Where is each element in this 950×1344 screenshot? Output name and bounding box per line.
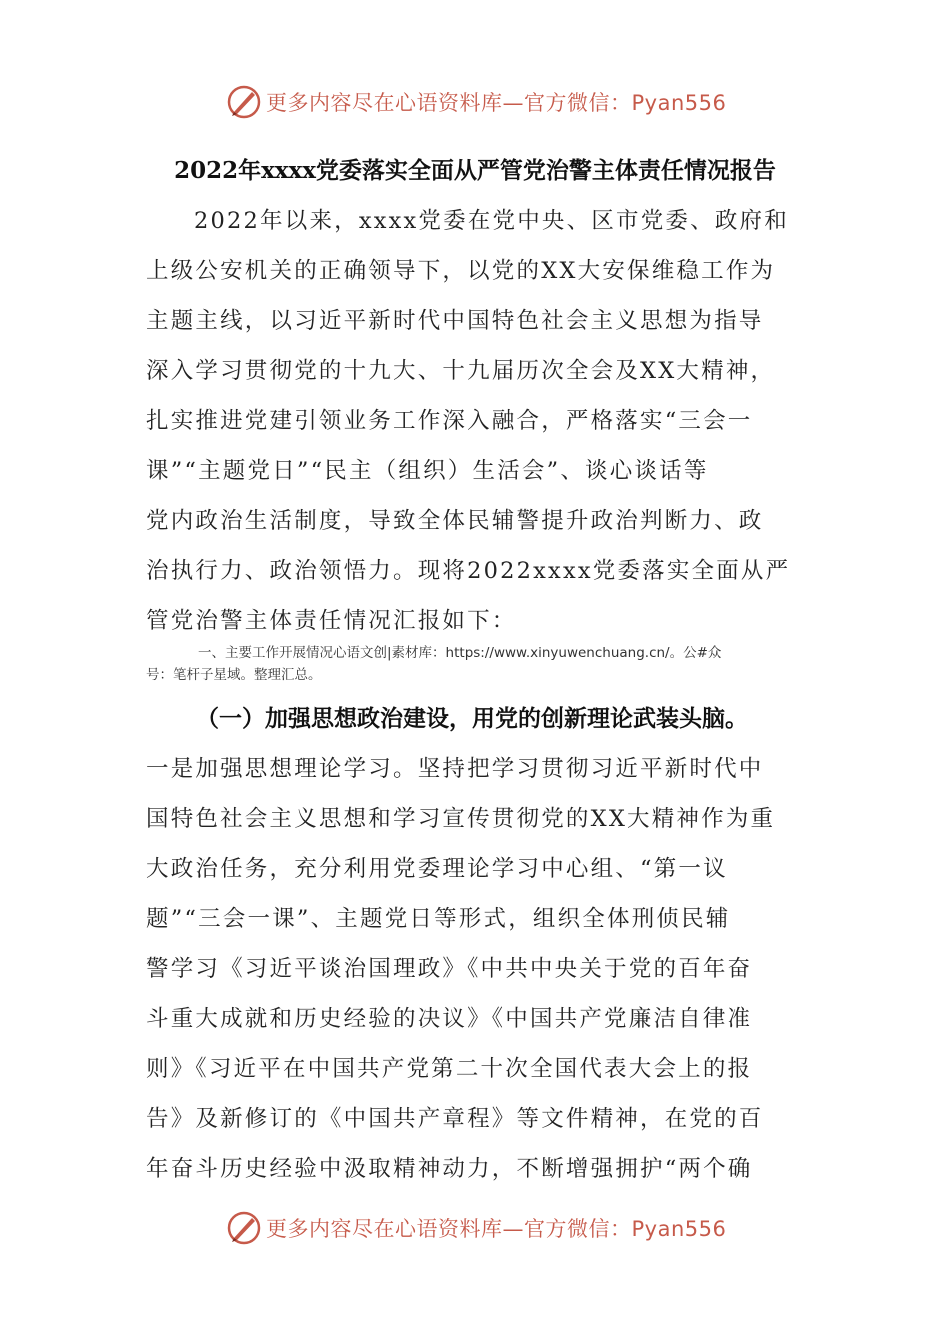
- banner-text: 更多内容尽在心语资料库—官方微信：Pyan556: [266, 1217, 727, 1241]
- text-line: 斗重大成就和历史经验的决议》《中国共产党廉洁自律准: [146, 1006, 753, 1032]
- pen-logo-icon: [226, 1210, 262, 1246]
- section-note: [146, 642, 826, 686]
- banner-text: 更多内容尽在心语资料库—官方微信：Pyan556: [266, 91, 727, 115]
- text-line: 大政治任务，充分利用党委理论学习中心组、“第一议: [146, 856, 728, 882]
- text-line: 治执行力、政治领悟力。现将2022xxxx党委落实全面从严: [146, 558, 791, 584]
- text-line: 2022年以来，xxxx党委在党中央、区市党委、政府和: [194, 208, 789, 234]
- footer-banner: [226, 1206, 726, 1250]
- text-line: 管党治警主体责任情况汇报如下：: [146, 608, 517, 634]
- text-line: 国特色社会主义思想和学习宣传贯彻党的XX大精神作为重: [146, 806, 776, 832]
- note-line: 号：笔杆子星域。整理汇总。: [146, 667, 322, 683]
- text-line: 则》《习近平在中国共产党第二十次全国代表大会上的报: [146, 1056, 753, 1082]
- header-banner: [226, 80, 726, 124]
- text-line: 扎实推进党建引领业务工作深入融合，严格落实“三会一: [146, 408, 753, 434]
- intro-paragraph: [146, 196, 811, 646]
- text-line: 年奋斗历史经验中汲取精神动力，不断增强拥护“两个确: [146, 1156, 753, 1182]
- pen-logo-icon: [226, 84, 262, 120]
- text-line: 警学习《习近平谈治国理政》《中共中央关于党的百年奋: [146, 956, 753, 982]
- text-line: 主题主线，以习近平新时代中国特色社会主义思想为指导: [146, 308, 764, 334]
- text-line: 告》及新修订的《中国共产章程》等文件精神，在党的百: [146, 1106, 764, 1132]
- document-title: 2022年xxxx党委落实全面从严管党治警主体责任情况报告: [174, 157, 776, 184]
- body-paragraph: [146, 744, 811, 1194]
- text-line: 上级公安机关的正确领导下，以党的XX大安保维稳工作为: [146, 258, 776, 284]
- note-line: 一、主要工作开展情况心语文创|素材库：https://www.xinyuwenchuang.cn/。公#众: [198, 645, 722, 661]
- text-line: 题”“三会一课”、主题党日等形式，组织全体刑侦民辅: [146, 906, 731, 932]
- text-line: 一是加强思想理论学习。坚持把学习贯彻习近平新时代中: [146, 756, 764, 782]
- text-line: 深入学习贯彻党的十九大、十九届历次全会及XX大精神，: [146, 358, 776, 384]
- text-line: 课”“主题党日”“民主（组织）生活会”、谈心谈话等: [146, 458, 709, 484]
- text-line: 党内政治生活制度，导致全体民辅警提升政治判断力、政: [146, 508, 764, 534]
- section-heading: （一）加强思想政治建设，用党的创新理论武装头脑。: [196, 705, 748, 732]
